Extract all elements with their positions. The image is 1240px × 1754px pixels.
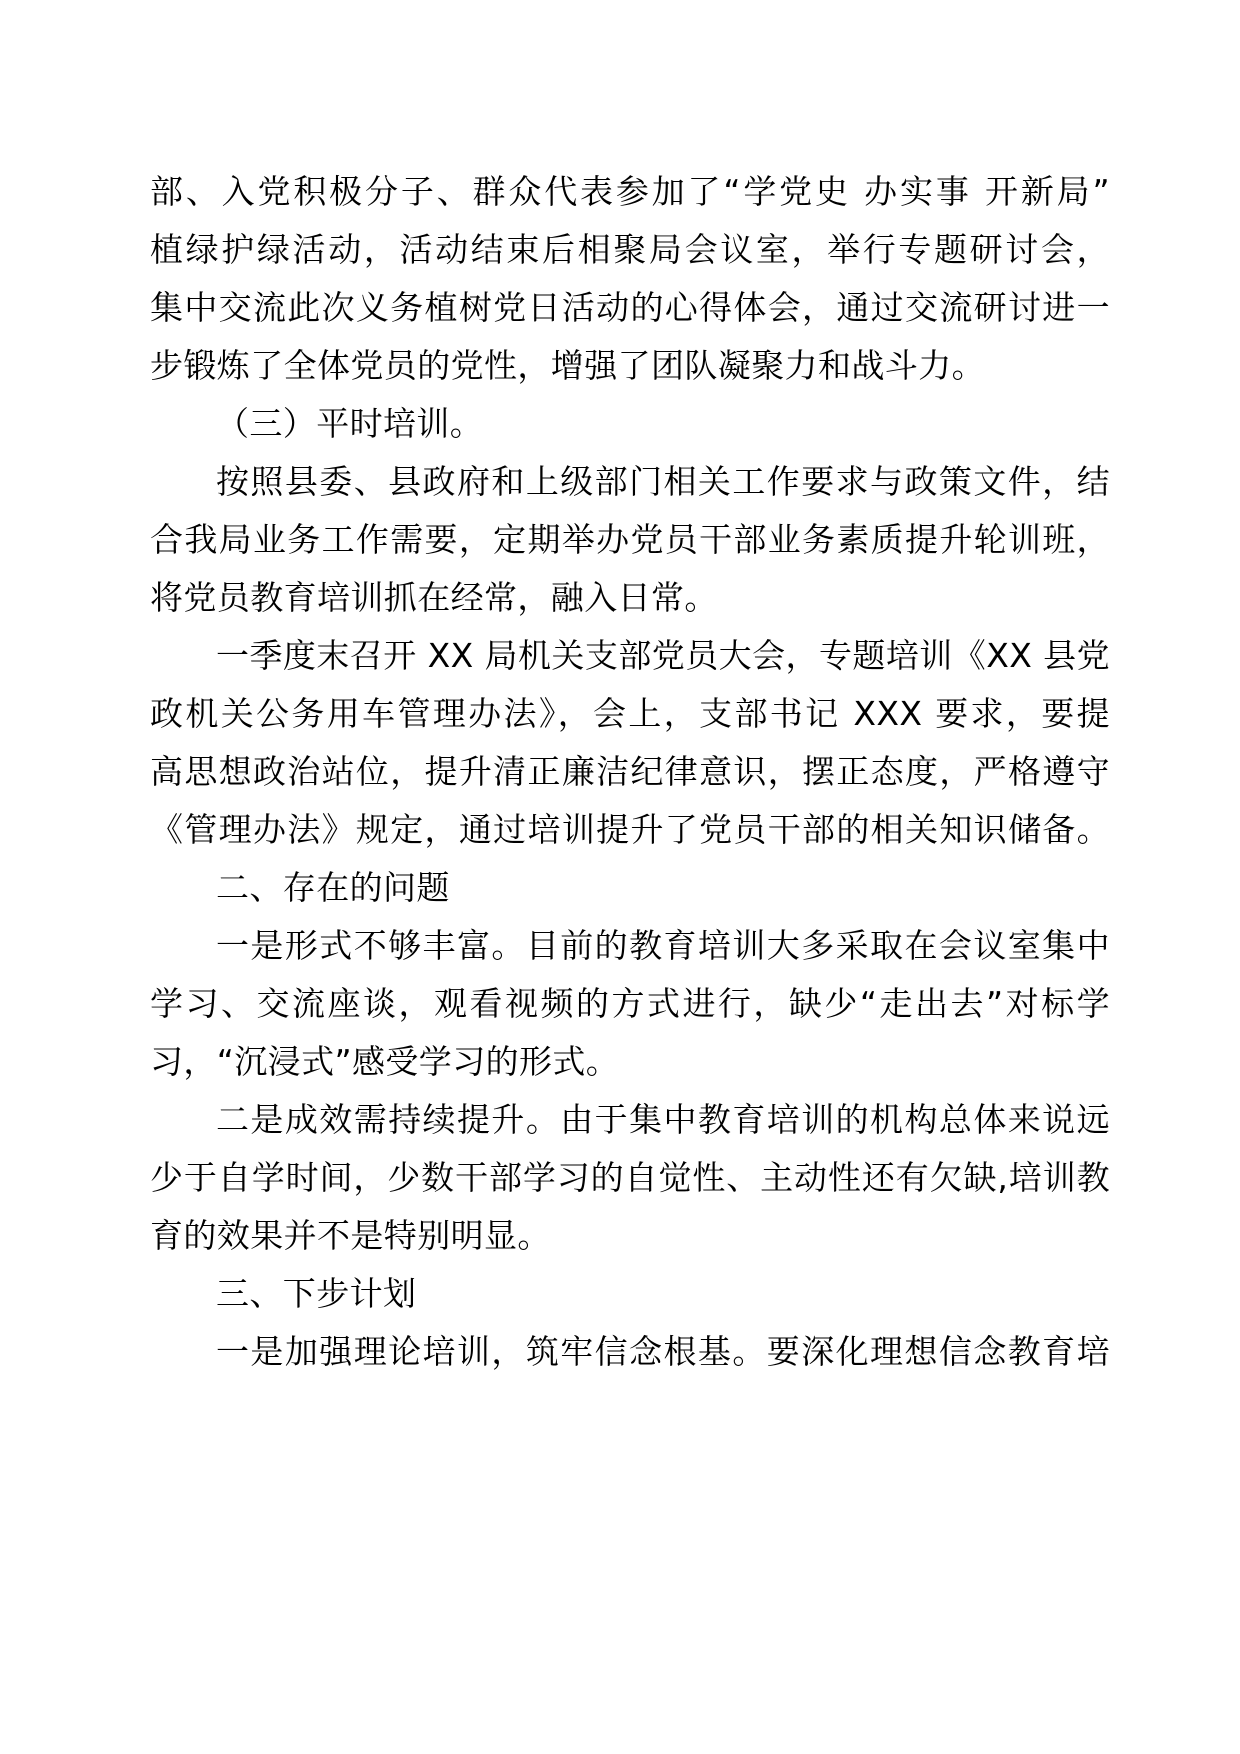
- paragraph-line: 政机关公务用车管理办法》，会上，支部书记 XXX 要求，要提: [150, 694, 1110, 733]
- paragraph-line: 《管理办法》规定，通过培训提升了党员干部的相关知识储备。: [150, 810, 1110, 849]
- paragraph-line: 集中交流此次义务植树党日活动的心得体会，通过交流研讨进一: [150, 288, 1110, 327]
- paragraph-line: 将党员教育培训抓在经常，融入日常。: [150, 578, 718, 617]
- section-heading: （三）平时培训。: [216, 404, 484, 443]
- paragraph-line: 合我局业务工作需要，定期举办党员干部业务素质提升轮训班，: [150, 520, 1110, 559]
- paragraph-line: 一季度末召开 XX 局机关支部党员大会，专题培训《XX 县党: [216, 636, 1110, 675]
- paragraph-line: 习，“沉浸式”感受学习的形式。: [150, 1042, 620, 1081]
- paragraph-line: 学习、交流座谈，观看视频的方式进行，缺少“走出去”对标学: [150, 984, 1110, 1023]
- paragraph-line: 育的效果并不是特别明显。: [150, 1216, 551, 1255]
- paragraph-line: 按照县委、县政府和上级部门相关工作要求与政策文件，结: [216, 462, 1110, 501]
- paragraph-line: 少于自学时间，少数干部学习的自觉性、主动性还有欠缺,培训教: [150, 1158, 1110, 1197]
- section-heading: 三、下步计划: [216, 1274, 417, 1313]
- paragraph-line: 高思想政治站位，提升清正廉洁纪律意识，摆正态度，严格遵守: [150, 752, 1110, 791]
- paragraph-line: 一是形式不够丰富。目前的教育培训大多采取在会议室集中: [216, 926, 1110, 965]
- paragraph-line: 植绿护绿活动，活动结束后相聚局会议室，举行专题研讨会，: [150, 230, 1110, 269]
- paragraph-line: 二是成效需持续提升。由于集中教育培训的机构总体来说远: [216, 1100, 1110, 1139]
- paragraph-line: 一是加强理论培训，筑牢信念根基。要深化理想信念教育培: [216, 1332, 1110, 1371]
- paragraph-line: 步锻炼了全体党员的党性，增强了团队凝聚力和战斗力。: [150, 346, 985, 385]
- paragraph-line: 部、入党积极分子、群众代表参加了“学党史 办实事 开新局”: [150, 172, 1110, 211]
- section-heading: 二、存在的问题: [216, 868, 450, 907]
